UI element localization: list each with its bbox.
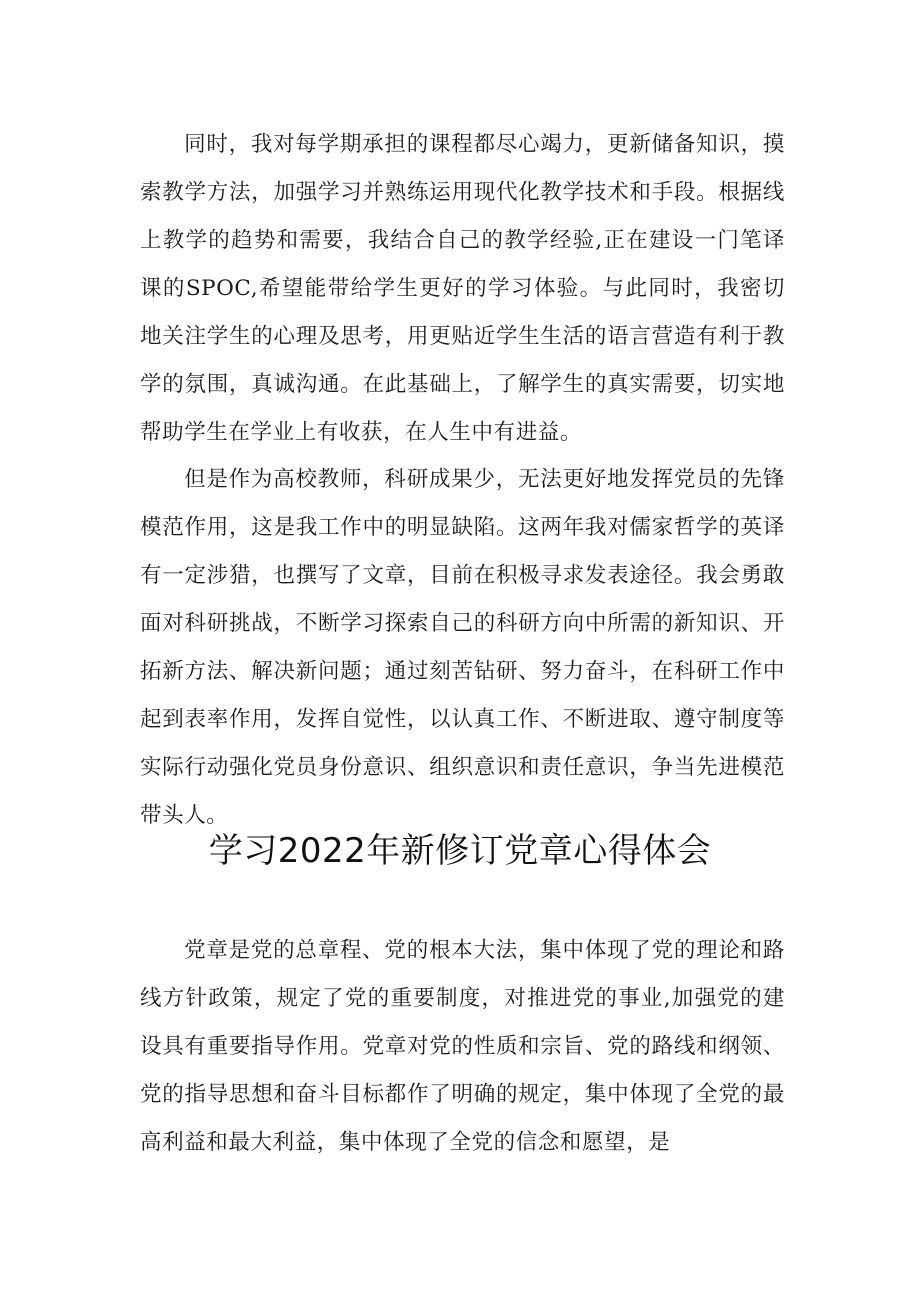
paragraph-party-constitution: 党章是党的总章程、党的根本大法，集中体现了党的理论和路线方针政策，规定了党的重要制度，对推进党的事业,加强党的建设具有重要指导作用。党章对党的性质和宗旨、党的路线和纲领、党的指导思想和奋斗目标都作了明确的规定，集中体现了全党的最高利益和最大利益，集中体现了全党的信念和愿望，是	[140, 938, 785, 1155]
paragraph-research: 但是作为高校教师，科研成果少，无法更好地发挥党员的先锋模范作用，这是我工作中的明显缺陷。这两年我对儒家哲学的英译有一定涉猎，也撰写了文章，目前在积极寻求发表途径。我会勇敢面对科研挑战，不断学习探索自己的科研方向中所需的新知识、开拓新方法、解决新问题；通过刻苦钻研、努力奋斗，在科研工作中起到表率作用，发挥自觉性，以认真工作、不断进取、遵守制度等实际行动强化党员身份意识、组织意识和责任意识，争当先进模范带头人。	[140, 467, 785, 828]
body-text-block-2	[140, 456, 785, 840]
paragraph-teaching: 同时，我对每学期承担的课程都尽心竭力，更新储备知识，摸索教学方法，加强学习并熟练运用现代化教学技术和手段。根据线上教学的趋势和需要，我结合自己的教学经验,正在建设一门笔译课的SPOC,希望能带给学生更好的学习体验。与此同时，我密切地关注学生的心理及思考，用更贴近学生生活的语言营造有利于教学的氛围，真诚沟通。在此基础上，了解学生的真实需要，切实地帮助学生在学业上有收获，在人生中有进益。	[140, 132, 785, 445]
section-title: 学习2022年新修订党章心得体会	[208, 831, 712, 871]
body-text-block-3	[140, 927, 785, 1167]
body-text-block-1	[140, 121, 785, 457]
